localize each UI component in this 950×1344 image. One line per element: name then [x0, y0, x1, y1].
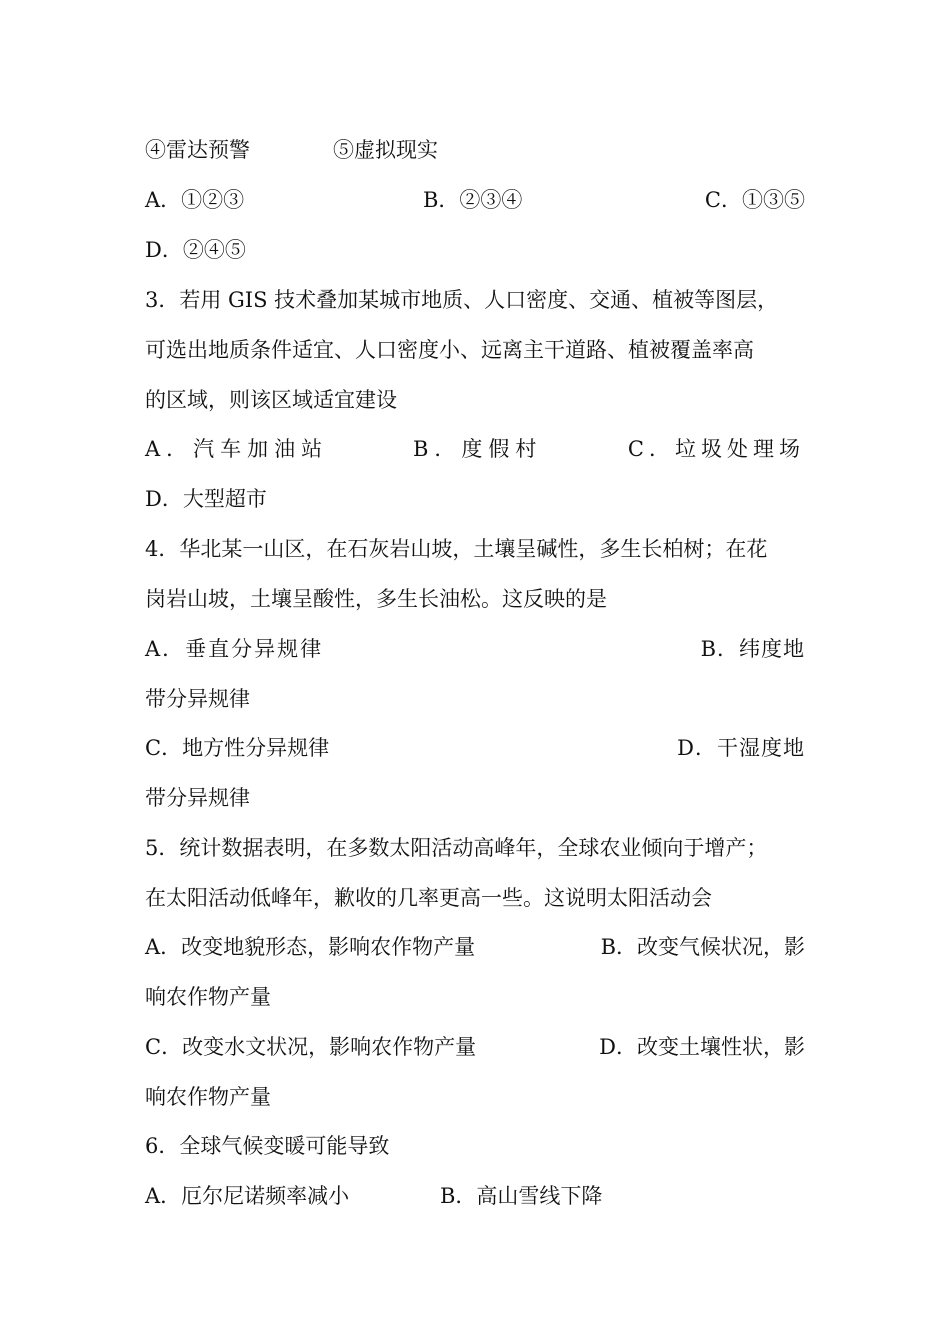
q4-option-a: A．垂直分异规律	[145, 637, 324, 661]
q2-items-row	[145, 132, 805, 168]
q2-option-b: B．②③④	[423, 188, 523, 212]
q4-stem-line-1: 4．华北某一山区，在石灰岩山坡，土壤呈碱性，多生长柏树；在花	[145, 537, 768, 561]
q6-option-a: A．厄尔尼诺频率减小	[145, 1184, 350, 1208]
q5-option-b: B．改变气候状况，影	[600, 935, 805, 959]
q5-option-a: A．改变地貌形态，影响农作物产量	[145, 935, 476, 959]
q6-options-row	[145, 1178, 805, 1214]
q3-option-a: A．汽车加油站	[145, 437, 329, 461]
q3-option-d: D．大型超市	[145, 487, 267, 511]
q3-stem-line-3: 的区域，则该区域适宜建设	[145, 388, 397, 412]
q5-options-row-ab	[145, 929, 805, 965]
q2-options-row	[145, 182, 805, 218]
q3-option-c: C．垃圾处理场	[627, 437, 805, 461]
q5-stem-line-1: 5．统计数据表明，在多数太阳活动高峰年，全球农业倾向于增产；	[145, 836, 768, 860]
q3-stem-line-2: 可选出地质条件适宜、人口密度小、远离主干道路、植被覆盖率高	[145, 338, 754, 362]
q2-option-d: D．②④⑤	[145, 238, 246, 262]
q5-option-b-continued: 响农作物产量	[145, 985, 271, 1009]
q5-option-d-continued: 响农作物产量	[145, 1085, 271, 1109]
q4-option-b-continued: 带分异规律	[145, 687, 250, 711]
q4-option-d-continued: 带分异规律	[145, 786, 250, 810]
q4-option-d: D．干湿度地	[677, 736, 805, 760]
q6-option-b: B．高山雪线下降	[440, 1184, 603, 1208]
q6-stem: 6．全球气候变暖可能导致	[145, 1134, 390, 1158]
q5-option-c: C．改变水文状况，影响农作物产量	[145, 1035, 477, 1059]
q3-stem-line-1: 3．若用 GIS 技术叠加某城市地质、人口密度、交通、植被等图层，	[145, 288, 779, 312]
q2-option-c: C．①③⑤	[704, 188, 805, 212]
q5-stem-line-2: 在太阳活动低峰年，歉收的几率更高一些。这说明太阳活动会	[145, 886, 712, 910]
q3-options-row	[145, 431, 805, 467]
q4-option-c: C．地方性分异规律	[145, 736, 330, 760]
q4-stem-line-2: 岗岩山坡，土壤呈酸性，多生长油松。这反映的是	[145, 587, 607, 611]
q4-options-row-ab	[145, 631, 805, 667]
q2-item-4: ④雷达预警	[145, 138, 250, 162]
q5-option-d: D．改变土壤性状，影	[599, 1035, 805, 1059]
q2-option-a: A．①②③	[145, 188, 245, 212]
q2-item-5: ⑤虚拟现实	[333, 138, 438, 162]
q5-options-row-cd	[145, 1029, 805, 1065]
q3-option-b: B．度假村	[413, 437, 543, 461]
q4-options-row-cd	[145, 730, 805, 766]
q4-option-b: B．纬度地	[700, 637, 805, 661]
